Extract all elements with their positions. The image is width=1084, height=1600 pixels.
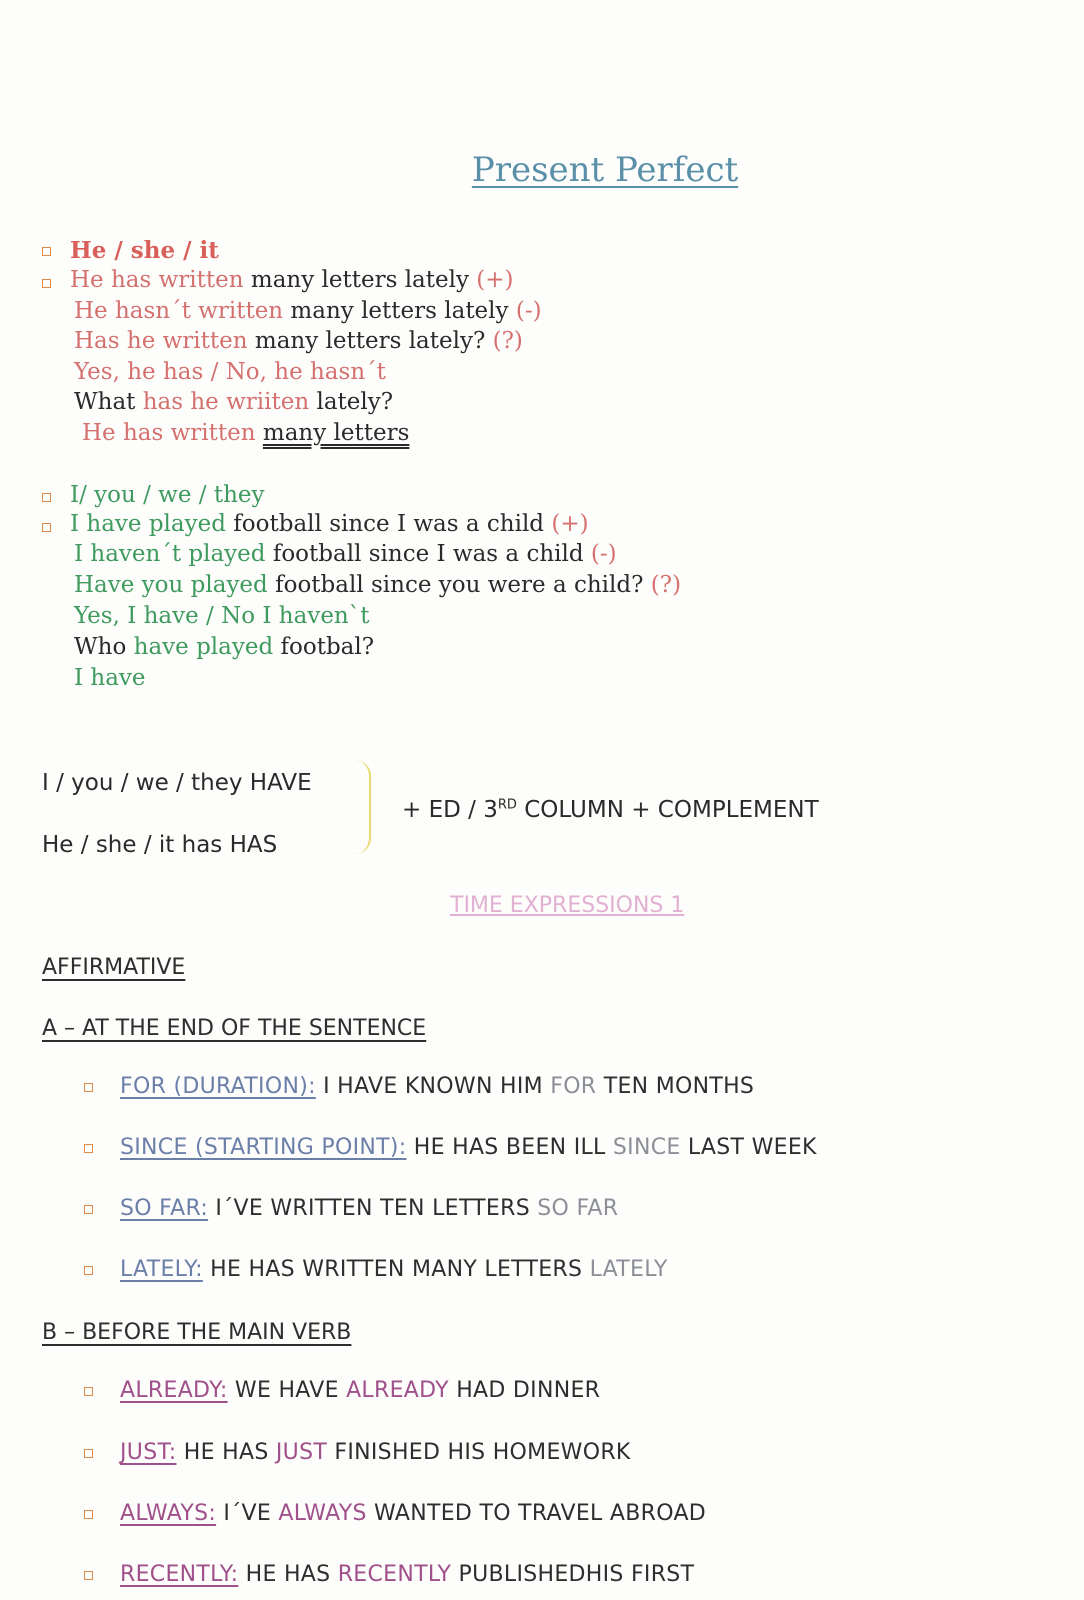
formula-left-2: He / she / it has HAS xyxy=(42,832,278,858)
bullet-icon xyxy=(84,1266,93,1275)
formula-left-1: I / you / we / they HAVE xyxy=(42,770,312,796)
bullet-icon xyxy=(42,493,51,502)
section1-line-6: He has written many letters xyxy=(82,420,410,446)
time-expression-item: FOR (DURATION): I HAVE KNOWN HIM FOR TEN MONTHS xyxy=(120,1074,755,1099)
bullet-icon xyxy=(42,247,51,256)
section1-line-2: He hasn´t written many letters lately (-) xyxy=(74,298,542,324)
bullet-icon xyxy=(84,1449,93,1458)
time-expression-item: RECENTLY: HE HAS RECENTLY PUBLISHEDHIS FIRST xyxy=(120,1562,695,1587)
section1-line-3: Has he written many letters lately? (?) xyxy=(74,328,523,354)
time-expression-item: SO FAR: I´VE WRITTEN TEN LETTERS SO FAR xyxy=(120,1196,619,1221)
section2-header: I/ you / we / they xyxy=(70,482,265,508)
bullet-icon xyxy=(42,279,51,288)
page-title: Present Perfect xyxy=(471,150,739,190)
affirmative-heading: AFFIRMATIVE xyxy=(42,955,186,980)
bullet-icon xyxy=(84,1510,93,1519)
bullet-icon xyxy=(84,1144,93,1153)
section2-line-4: Yes, I have / No I haven`t xyxy=(74,603,370,629)
section1-header: He / she / it xyxy=(70,237,219,264)
group-a-heading: A – AT THE END OF THE SENTENCE xyxy=(42,1016,427,1041)
section1-line-5: What has he wriiten lately? xyxy=(74,389,394,415)
section2-line-5: Who have played footbal? xyxy=(74,634,375,660)
time-expressions-heading: TIME EXPRESSIONS 1 xyxy=(450,893,685,918)
bullet-icon xyxy=(84,1205,93,1214)
brace-icon xyxy=(355,760,371,854)
section1-line-4: Yes, he has / No, he hasn´t xyxy=(74,359,386,385)
section2-line-2: I haven´t played football since I was a child (-) xyxy=(74,541,617,567)
time-expression-item: ALREADY: WE HAVE ALREADY HAD DINNER xyxy=(120,1378,601,1403)
section2-line-6: I have xyxy=(74,665,146,691)
time-expression-item: SINCE (STARTING POINT): HE HAS BEEN ILL SINCE LAST WEEK xyxy=(120,1135,817,1160)
bullet-icon xyxy=(42,523,51,532)
bullet-icon xyxy=(84,1083,93,1092)
time-expression-item: ALWAYS: I´VE ALWAYS WANTED TO TRAVEL ABROAD xyxy=(120,1501,707,1526)
time-expression-item: LATELY: HE HAS WRITTEN MANY LETTERS LATELY xyxy=(120,1257,668,1282)
section1-line-1: He has written many letters lately (+) xyxy=(70,267,514,293)
bullet-icon xyxy=(84,1387,93,1396)
bullet-icon xyxy=(84,1571,93,1580)
group-b-heading: B – BEFORE THE MAIN VERB xyxy=(42,1320,352,1345)
section2-line-1: I have played football since I was a child (+) xyxy=(70,511,589,537)
time-expression-item: JUST: HE HAS JUST FINISHED HIS HOMEWORK xyxy=(120,1440,631,1465)
section2-line-3: Have you played football since you were a child? (?) xyxy=(74,572,682,598)
formula-right: + ED / 3RD COLUMN + COMPLEMENT xyxy=(402,797,819,823)
